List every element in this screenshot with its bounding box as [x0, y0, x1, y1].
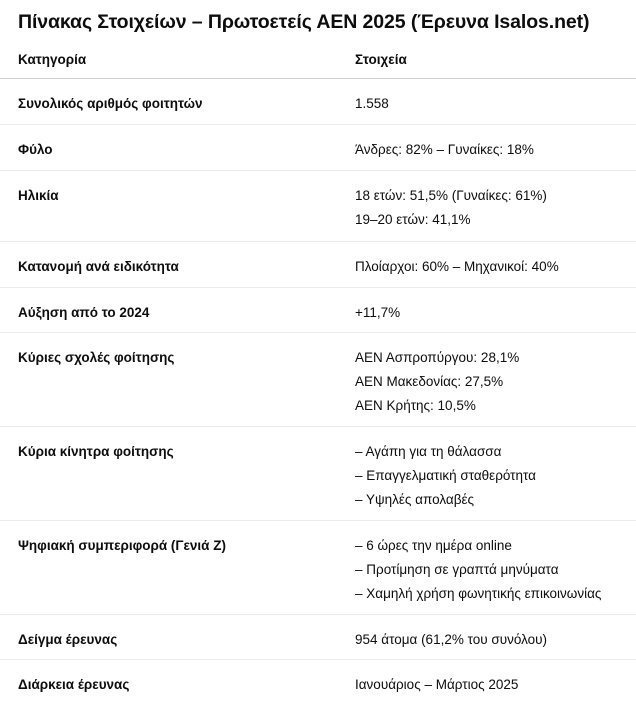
table-row: [0, 79, 636, 125]
column-header-category: Κατηγορία: [0, 40, 336, 79]
value-line: – Χαμηλή χρήση φωνητικής επικοινωνίας: [355, 582, 636, 606]
row-value: [336, 242, 636, 288]
row-value: [336, 521, 636, 615]
row-category: Κατανομή ανά ειδικότητα: [0, 242, 336, 288]
table-row: [0, 427, 636, 521]
value-line: 19–20 ετών: 41,1%: [355, 208, 636, 232]
value-line: 954 άτομα (61,2% του συνόλου): [355, 628, 636, 652]
table-header-row: [0, 40, 636, 79]
row-value: [336, 79, 636, 125]
value-line: – 6 ώρες την ημέρα online: [355, 534, 636, 558]
table-row: [0, 521, 636, 615]
row-category: Αύξηση από το 2024: [0, 288, 336, 333]
table-row: [0, 242, 636, 288]
row-value: [336, 288, 636, 333]
value-line: 1.558: [355, 92, 636, 116]
value-line: – Επαγγελματική σταθερότητα: [355, 464, 636, 488]
value-line: 18 ετών: 51,5% (Γυναίκες: 61%): [355, 184, 636, 208]
row-value: [336, 171, 636, 242]
row-category: Ηλικία: [0, 171, 336, 242]
row-value: [336, 427, 636, 521]
value-line: ΑΕΝ Μακεδονίας: 27,5%: [355, 370, 636, 394]
row-value: [336, 125, 636, 171]
row-category: Συνολικός αριθμός φοιτητών: [0, 79, 336, 125]
value-line: Πλοίαρχοι: 60% – Μηχανικοί: 40%: [355, 255, 636, 279]
row-value: [336, 615, 636, 660]
value-line: – Υψηλές απολαβές: [355, 488, 636, 512]
row-category: Κύρια κίνητρα φοίτησης: [0, 427, 336, 521]
value-line: Άνδρες: 82% – Γυναίκες: 18%: [355, 138, 636, 162]
value-line: ΑΕΝ Κρήτης: 10,5%: [355, 394, 636, 418]
column-header-data: Στοιχεία: [336, 40, 636, 79]
row-value: [336, 333, 636, 427]
row-category: Φύλο: [0, 125, 336, 171]
row-category: Διάρκεια έρευνας: [0, 660, 336, 705]
value-line: – Προτίμηση σε γραπτά μηνύματα: [355, 558, 636, 582]
table-row: [0, 660, 636, 705]
table-row: [0, 171, 636, 242]
row-category: Ψηφιακή συμπεριφορά (Γενιά Ζ): [0, 521, 336, 615]
table-row: [0, 125, 636, 171]
value-line: +11,7%: [355, 301, 636, 325]
table-row: [0, 333, 636, 427]
row-category: Δείγμα έρευνας: [0, 615, 336, 660]
row-value: [336, 660, 636, 705]
value-line: Ιανουάριος – Μάρτιος 2025: [355, 673, 636, 697]
row-category: Κύριες σχολές φοίτησης: [0, 333, 336, 427]
value-line: ΑΕΝ Ασπροπύργου: 28,1%: [355, 346, 636, 370]
table-row: [0, 288, 636, 333]
table-row: [0, 615, 636, 660]
page-title: Πίνακας Στοιχείων – Πρωτοετείς ΑΕΝ 2025 (Έρευνα Isalos.net): [18, 8, 589, 36]
data-table: [0, 40, 636, 705]
value-line: – Αγάπη για τη θάλασσα: [355, 440, 636, 464]
